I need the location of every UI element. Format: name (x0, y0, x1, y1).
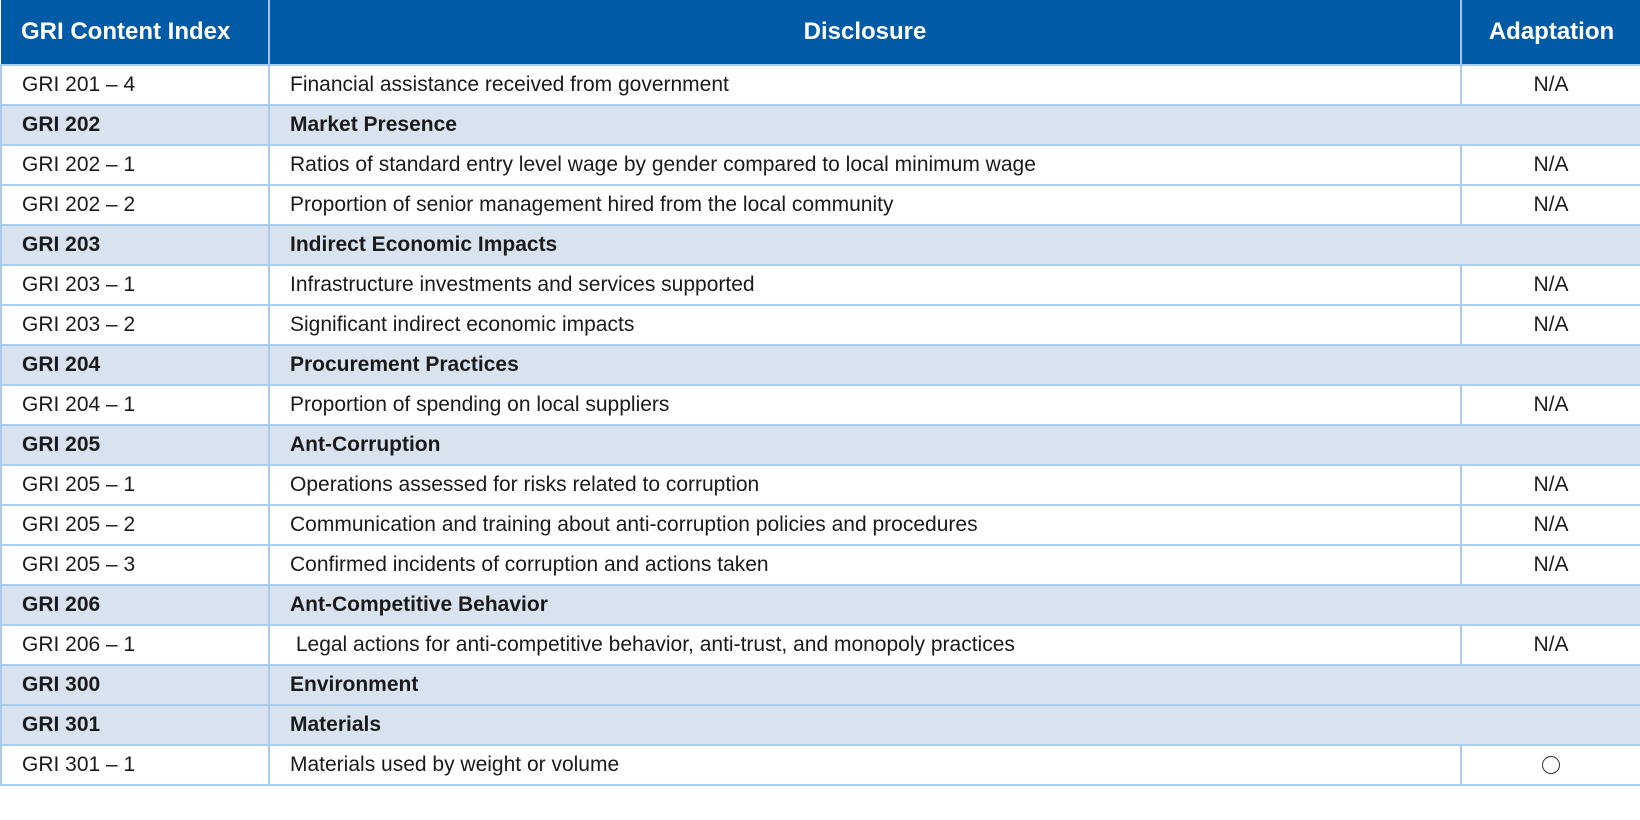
gri-code-cell: GRI 205 (1, 425, 269, 465)
gri-code-cell: GRI 206 – 1 (1, 625, 269, 665)
table-row (1, 545, 1640, 585)
gri-code-cell: GRI 202 (1, 105, 269, 145)
table-row (1, 625, 1640, 665)
header-disclosure: Disclosure (269, 0, 1461, 65)
section-row (1, 345, 1640, 385)
disclosure-cell: Legal actions for anti-competitive behavior, anti-trust, and monopoly practices (269, 625, 1461, 665)
adaptation-cell: N/A (1461, 65, 1640, 105)
disclosure-cell: Infrastructure investments and services supported (269, 265, 1461, 305)
table-row (1, 185, 1640, 225)
disclosure-cell: Materials (269, 705, 1640, 745)
table-row (1, 145, 1640, 185)
table-row (1, 745, 1640, 785)
gri-code-cell: GRI 201 – 4 (1, 65, 269, 105)
gri-code-cell: GRI 204 – 1 (1, 385, 269, 425)
disclosure-cell: Operations assessed for risks related to corruption (269, 465, 1461, 505)
section-row (1, 665, 1640, 705)
table-row (1, 265, 1640, 305)
disclosure-cell: Communication and training about anti-corruption policies and procedures (269, 505, 1461, 545)
table-row (1, 305, 1640, 345)
disclosure-cell: Confirmed incidents of corruption and actions taken (269, 545, 1461, 585)
adaptation-cell: N/A (1461, 265, 1640, 305)
gri-code-cell: GRI 205 – 2 (1, 505, 269, 545)
gri-code-cell: GRI 204 (1, 345, 269, 385)
gri-code-cell: GRI 300 (1, 665, 269, 705)
disclosure-cell: Ant-Competitive Behavior (269, 585, 1640, 625)
disclosure-cell: Proportion of spending on local suppliers (269, 385, 1461, 425)
adaptation-cell: N/A (1461, 305, 1640, 345)
gri-code-cell: GRI 205 – 1 (1, 465, 269, 505)
adaptation-cell: N/A (1461, 465, 1640, 505)
header-gri-content-index: GRI Content Index (1, 0, 269, 65)
gri-code-cell: GRI 205 – 3 (1, 545, 269, 585)
gri-code-cell: GRI 203 (1, 225, 269, 265)
gri-code-cell: GRI 203 – 1 (1, 265, 269, 305)
disclosure-cell: Environment (269, 665, 1640, 705)
adaptation-cell: N/A (1461, 625, 1640, 665)
gri-code-cell: GRI 301 (1, 705, 269, 745)
disclosure-cell: Materials used by weight or volume (269, 745, 1461, 785)
disclosure-cell: Market Presence (269, 105, 1640, 145)
section-row (1, 425, 1640, 465)
circle-icon (1542, 756, 1560, 774)
table-row (1, 385, 1640, 425)
gri-code-cell: GRI 202 – 1 (1, 145, 269, 185)
adaptation-cell: N/A (1461, 185, 1640, 225)
adaptation-cell: N/A (1461, 145, 1640, 185)
section-row (1, 225, 1640, 265)
section-row (1, 705, 1640, 745)
disclosure-cell: Ratios of standard entry level wage by gender compared to local minimum wage (269, 145, 1461, 185)
adaptation-cell (1461, 745, 1640, 785)
disclosure-cell: Indirect Economic Impacts (269, 225, 1640, 265)
disclosure-cell: Procurement Practices (269, 345, 1640, 385)
section-row (1, 105, 1640, 145)
table-row (1, 65, 1640, 105)
gri-code-cell: GRI 301 – 1 (1, 745, 269, 785)
disclosure-cell: Significant indirect economic impacts (269, 305, 1461, 345)
gri-code-cell: GRI 203 – 2 (1, 305, 269, 345)
adaptation-cell: N/A (1461, 545, 1640, 585)
disclosure-cell: Proportion of senior management hired from the local community (269, 185, 1461, 225)
gri-code-cell: GRI 206 (1, 585, 269, 625)
disclosure-cell: Financial assistance received from government (269, 65, 1461, 105)
header-adaptation: Adaptation (1461, 0, 1640, 65)
adaptation-cell: N/A (1461, 385, 1640, 425)
table-row (1, 465, 1640, 505)
section-row (1, 585, 1640, 625)
header-row (1, 0, 1640, 65)
disclosure-cell: Ant-Corruption (269, 425, 1640, 465)
adaptation-cell: N/A (1461, 505, 1640, 545)
gri-code-cell: GRI 202 – 2 (1, 185, 269, 225)
table-row (1, 505, 1640, 545)
